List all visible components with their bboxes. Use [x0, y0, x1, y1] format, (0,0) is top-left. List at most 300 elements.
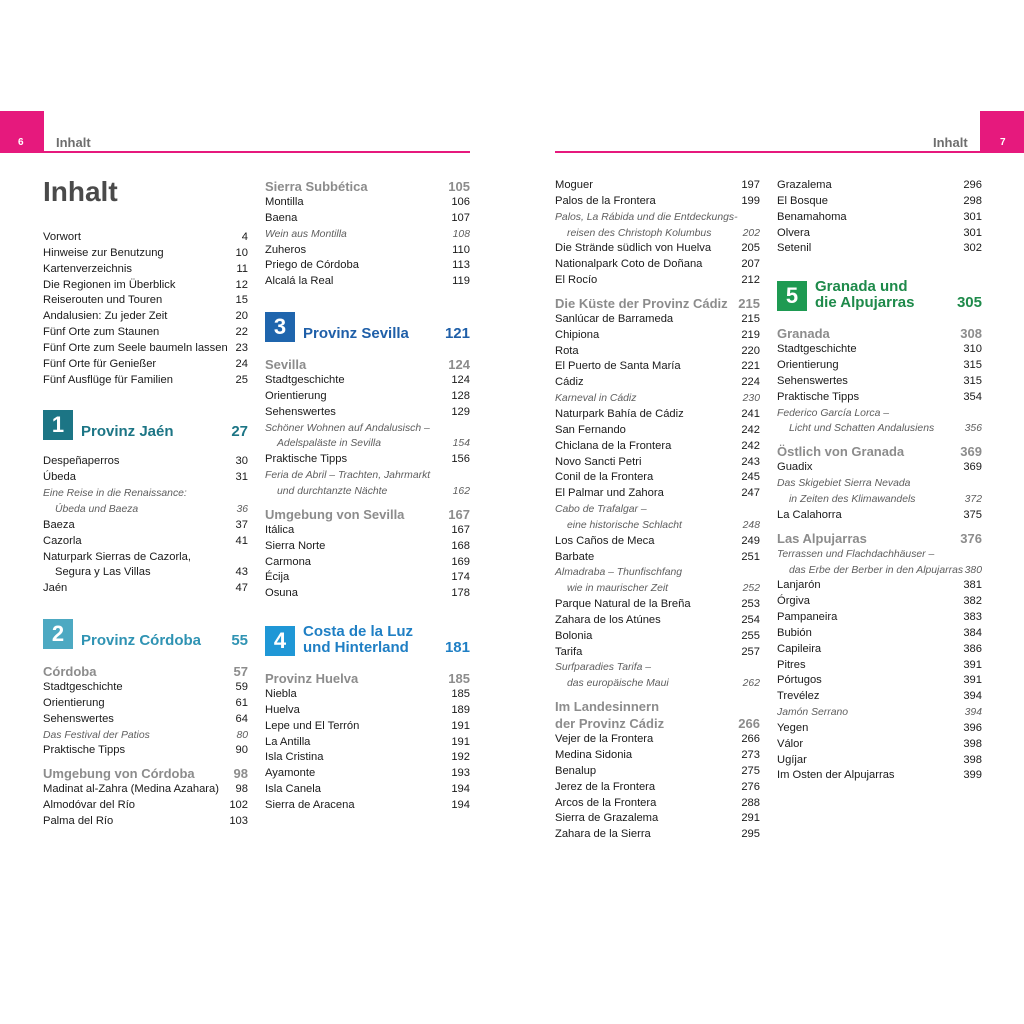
toc-entry-page: 36	[236, 503, 248, 515]
toc-entry	[43, 246, 248, 262]
chapter-number-badge: 1	[43, 410, 73, 440]
toc-entry-title: Karneval in Cádiz	[555, 393, 637, 405]
toc-feature-entry	[777, 492, 982, 508]
toc-entry-page: 168	[451, 539, 470, 552]
toc-entry-title: Úbeda	[43, 471, 76, 484]
toc-feature-entry	[555, 210, 760, 226]
toc-entry	[777, 737, 982, 753]
chapter-title-line: Provinz Sevilla	[303, 325, 409, 343]
chapter-page-number: 55	[231, 632, 248, 650]
toc-entry-page: 391	[963, 658, 982, 671]
toc-entry-page: 273	[741, 749, 760, 761]
toc-entry-title: Bubión	[777, 626, 812, 639]
toc-entry-page: 107	[451, 211, 470, 224]
chapter-page-number: 121	[444, 325, 470, 343]
toc-feature-entry	[265, 484, 470, 500]
toc-entry-page: 24	[235, 357, 248, 370]
toc-entry-title: Arcos de la Frontera	[555, 796, 657, 809]
toc-entry-title: Cazorla	[43, 534, 82, 547]
toc-entry-title: Licht und Schatten Andalusiens	[789, 423, 935, 435]
toc-entry	[43, 454, 248, 470]
toc-entry-page: 266	[738, 716, 760, 732]
toc-entry-title: Baena	[265, 211, 298, 224]
spacer	[777, 257, 982, 276]
toc-section-heading	[555, 715, 760, 732]
chapter-title-group	[43, 619, 201, 649]
toc-entry-page: 167	[448, 506, 470, 522]
toc-entry-title: Palos, La Rábida und die Entdeckungs-	[555, 211, 738, 223]
toc-entry-title: Zahara de los Atúnes	[555, 613, 661, 626]
toc-entry-page: 369	[960, 444, 982, 460]
toc-entry-title: Carmona	[265, 555, 312, 568]
toc-entry	[777, 374, 982, 390]
toc-entry	[555, 439, 760, 455]
toc-entry-title: Yegen	[777, 721, 809, 734]
toc-entry-page: 108	[452, 228, 470, 240]
chapter-page-number: 181	[444, 639, 470, 657]
toc-entry-title: Vorwort	[43, 231, 81, 243]
toc-entry-title: Ayamonte	[265, 767, 316, 780]
toc-entry	[555, 645, 760, 661]
toc-entry-page: 291	[741, 812, 760, 825]
toc-entry-title: Niebla	[265, 688, 297, 701]
toc-entry-title: Ugíjar	[777, 753, 807, 766]
chapter-title	[81, 424, 174, 440]
toc-entry-title: Nationalpark Coto de Doñana	[555, 258, 703, 271]
toc-entry-title: Conil de la Frontera	[555, 471, 654, 484]
toc-entry-title: Capileira	[777, 642, 822, 655]
toc-entry-title: Orientierung	[43, 696, 105, 709]
toc-feature-entry	[555, 676, 760, 692]
toc-entry-page: 386	[963, 642, 982, 655]
chapter-page-number: 27	[231, 423, 248, 441]
toc-entry-page: 178	[451, 587, 470, 600]
toc-entry	[43, 373, 248, 389]
toc-entry-title: Im Osten der Alpujarras	[777, 769, 895, 782]
toc-entry-page: 23	[235, 341, 248, 354]
toc-entry-title: Tarifa	[555, 645, 583, 658]
toc-entry-page: 376	[960, 530, 982, 546]
toc-entry-title: Schöner Wohnen auf Andalusisch –	[265, 422, 430, 434]
toc-entry-title: Benamahoma	[777, 210, 847, 223]
toc-entry	[555, 796, 760, 812]
toc-entry-page: 252	[742, 583, 760, 595]
toc-entry-title: Jerez de la Frontera	[555, 780, 656, 793]
toc-entry-page: 296	[963, 179, 982, 191]
toc-entry-title: das Erbe der Berber in den Alpujarras	[789, 564, 964, 576]
toc-entry-title: Fünf Orte für Genießer	[43, 357, 157, 370]
toc-entry-title: Grazalema	[777, 179, 832, 191]
toc-entry	[555, 597, 760, 613]
toc-entry-page: 249	[741, 534, 760, 547]
toc-feature-entry	[43, 486, 248, 502]
toc-entry	[265, 782, 470, 798]
chapter-title-line: Provinz Jaén	[81, 423, 174, 441]
toc-section-heading	[555, 295, 760, 312]
toc-entry	[43, 798, 248, 814]
toc-entry-title: Die Küste der Provinz Cádiz	[555, 295, 728, 311]
toc-entry-title: Medina Sidonia	[555, 749, 633, 761]
toc-entry-page: 308	[960, 326, 982, 342]
toc-section-heading	[43, 663, 248, 680]
toc-entry-page: 298	[963, 194, 982, 207]
toc-entry	[555, 748, 760, 764]
toc-entry-page: 156	[451, 453, 470, 466]
toc-feature-entry	[777, 705, 982, 721]
toc-entry	[43, 325, 248, 341]
chapter-title-line: die Alpujarras	[815, 294, 915, 312]
toc-entry	[43, 680, 248, 696]
toc-entry	[265, 687, 470, 703]
toc-entry-title: Madinat al-Zahra (Medina Azahara)	[43, 783, 219, 796]
chapter-number-badge: 5	[777, 281, 807, 311]
toc-entry-title: reisen des Christoph Kolumbus	[567, 227, 712, 239]
toc-entry-title: in Zeiten des Klimawandels	[789, 493, 916, 505]
toc-feature-entry	[777, 476, 982, 492]
toc-entry-title: Jaén	[43, 582, 68, 595]
toc-feature-entry	[555, 581, 760, 597]
toc-section-heading	[265, 670, 470, 687]
toc-entry-page: 197	[741, 179, 760, 191]
toc-entry	[265, 586, 470, 602]
toc-entry	[777, 210, 982, 226]
toc-entry-page: 221	[741, 360, 760, 373]
toc-entry	[43, 341, 248, 357]
chapter-number-badge: 2	[43, 619, 73, 649]
toc-entry-page: 191	[451, 735, 470, 748]
toc-entry-page: 37	[235, 518, 248, 531]
toc-entry-page: 212	[741, 274, 760, 287]
toc-entry-title: El Bosque	[777, 194, 828, 207]
toc-entry-page: 193	[451, 767, 470, 780]
toc-entry-title: Orientierung	[777, 359, 839, 372]
toc-entry-page: 207	[741, 258, 760, 271]
toc-entry	[777, 768, 982, 784]
toc-entry-title: Die Regionen im Überblick	[43, 278, 176, 291]
toc-entry-page: 301	[963, 210, 982, 223]
toc-entry-title: Das Skigebiet Sierra Nevada	[777, 478, 911, 490]
toc-entry-title: Sehenswertes	[265, 405, 336, 418]
toc-entry-page: 124	[451, 374, 470, 387]
toc-entry-page: 302	[963, 242, 982, 255]
toc-entry-page: 391	[963, 674, 982, 687]
toc-entry-title: Wein aus Montilla	[265, 228, 347, 240]
toc-entry-page: 162	[452, 485, 470, 497]
toc-section-heading	[265, 356, 470, 373]
toc-entry-page: 12	[235, 278, 248, 291]
chapter-title-line: Granada und	[815, 278, 908, 296]
toc-entry	[265, 243, 470, 259]
spacer	[265, 602, 470, 621]
toc-column-3	[555, 178, 760, 843]
toc-entry	[555, 827, 760, 843]
toc-entry-page: 301	[963, 226, 982, 239]
toc-entry-title: Palma del Río	[43, 814, 114, 827]
toc-entry-title: El Puerto de Santa María	[555, 360, 681, 373]
chapter-number-badge: 4	[265, 626, 295, 656]
toc-entry	[555, 328, 760, 344]
toc-entry-page: 384	[963, 626, 982, 639]
toc-entry-title: Novo Sancti Petri	[555, 455, 642, 468]
toc-entry-page: 102	[229, 799, 248, 812]
toc-entry-title: Federico García Lorca –	[777, 407, 890, 419]
toc-entry-page: 189	[451, 703, 470, 716]
toc-entry-title: Parque Natural de la Breña	[555, 598, 691, 611]
toc-entry	[555, 241, 760, 257]
toc-entry-page: 103	[229, 814, 248, 827]
toc-feature-entry	[777, 563, 982, 579]
toc-entry-page: 110	[452, 243, 470, 256]
right-page-number-tab	[980, 111, 1024, 152]
toc-entry-title: Sehenswertes	[777, 374, 848, 387]
toc-entry-title: Válor	[777, 737, 804, 750]
toc-entry-page: 191	[451, 719, 470, 732]
toc-entry-page: 113	[452, 259, 470, 272]
toc-entry-title: eine historische Schlacht	[567, 519, 682, 531]
toc-entry-title: Almodóvar del Río	[43, 799, 136, 812]
toc-entry-title: Benalup	[555, 764, 597, 777]
toc-entry-page: 243	[741, 455, 760, 468]
toc-entry-page: 276	[741, 780, 760, 793]
toc-entry-page: 90	[235, 744, 248, 757]
toc-feature-entry	[265, 421, 470, 437]
toc-section-heading	[777, 530, 982, 547]
toc-entry-page: 315	[963, 359, 982, 372]
toc-entry-title: Sierra Norte	[265, 539, 326, 552]
toc-entry-title: Adelspaläste in Sevilla	[277, 438, 381, 450]
toc-entry-page: 230	[742, 393, 760, 405]
toc-entry-page: 372	[964, 493, 982, 505]
toc-entry-title: der Provinz Cádiz	[555, 716, 665, 732]
toc-entry-page: 128	[451, 389, 470, 402]
toc-entry-page: 266	[741, 733, 760, 746]
toc-entry	[265, 452, 470, 468]
toc-entry-page: 167	[451, 523, 470, 536]
left-page-number-tab	[0, 111, 44, 152]
toc-entry-page: 64	[235, 712, 248, 725]
toc-entry	[555, 613, 760, 629]
toc-entry-title: Terrassen und Flachdachhäuser –	[777, 548, 935, 560]
toc-entry-title: Praktische Tipps	[777, 390, 860, 403]
toc-entry	[265, 539, 470, 555]
toc-entry-title: Guadix	[777, 461, 813, 474]
toc-entry-title: Andalusien: Zu jeder Zeit	[43, 310, 168, 323]
toc-entry-title: wie in maurischer Zeit	[567, 583, 669, 595]
toc-column-2	[265, 178, 470, 814]
toc-entry	[43, 581, 248, 597]
toc-entry-page: 41	[235, 534, 248, 547]
toc-entry	[43, 262, 248, 278]
toc-entry-title: La Calahorra	[777, 508, 842, 521]
toc-entry	[265, 405, 470, 421]
toc-entry-title: Cádiz	[555, 376, 584, 389]
toc-entry-title: Umgebung von Sevilla	[265, 506, 405, 522]
toc-section-heading	[43, 765, 248, 782]
spacer	[265, 290, 470, 309]
toc-entry-title: San Fernando	[555, 423, 626, 436]
chapter-heading-2	[43, 619, 248, 649]
toc-section-heading	[777, 443, 982, 460]
toc-entry	[777, 342, 982, 358]
chapter-page-number: 305	[956, 294, 982, 312]
toc-entry-page: 106	[451, 196, 470, 208]
toc-entry-title: Despeñaperros	[43, 455, 120, 468]
toc-entry-page: 194	[451, 798, 470, 811]
toc-entry-title: Naturpark Bahía de Cádiz	[555, 407, 684, 420]
toc-entry-title: Granada	[777, 326, 830, 342]
toc-entry-title: Die Strände südlich von Huelva	[555, 242, 712, 255]
toc-entry-title: Kartenverzeichnis	[43, 262, 132, 275]
toc-entry	[777, 753, 982, 769]
toc-entry-title: Palos de la Frontera	[555, 194, 656, 207]
toc-feature-entry	[43, 728, 248, 744]
toc-entry-title: Osuna	[265, 587, 298, 600]
toc-entry-title: Stadtgeschichte	[777, 343, 857, 356]
toc-entry-page: 396	[963, 721, 982, 734]
toc-entry-title: Fünf Ausflüge für Familien	[43, 373, 173, 386]
toc-column-1	[43, 178, 248, 830]
toc-entry	[265, 211, 470, 227]
toc-entry	[555, 470, 760, 486]
toc-entry-title: Cabo de Trafalgar –	[555, 504, 647, 516]
toc-entry-page: 4	[241, 231, 248, 243]
toc-entry-title: Sierra de Grazalema	[555, 812, 659, 825]
chapter-heading-4	[265, 624, 470, 656]
toc-entry	[555, 312, 760, 328]
toc-entry-page: 241	[741, 407, 760, 420]
toc-entry-title: Priego de Córdoba	[265, 259, 359, 272]
toc-entry-page: 275	[741, 764, 760, 777]
chapter-title-group	[43, 410, 174, 440]
toc-entry-page: 356	[964, 423, 982, 435]
page-title: Inhalt	[43, 176, 118, 207]
toc-entry-page: 257	[741, 645, 760, 658]
toc-entry	[555, 194, 760, 210]
toc-entry-title: Sierra Subbética	[265, 179, 368, 194]
toc-feature-entry	[777, 406, 982, 422]
toc-entry	[555, 629, 760, 645]
toc-entry	[43, 782, 248, 798]
toc-entry-page: 185	[448, 671, 470, 687]
toc-entry	[555, 359, 760, 375]
toc-entry-page: 194	[451, 783, 470, 796]
toc-entry	[43, 309, 248, 325]
right-page-number: 7	[1000, 137, 1006, 148]
spacer	[43, 388, 248, 407]
toc-entry	[555, 257, 760, 273]
toc-entry	[265, 274, 470, 290]
toc-entry-title: Praktische Tipps	[265, 453, 348, 466]
toc-entry	[43, 696, 248, 712]
toc-entry-page: 315	[963, 374, 982, 387]
toc-entry-title: Sevilla	[265, 357, 307, 373]
toc-entry-page: 383	[963, 611, 982, 624]
toc-section-heading	[265, 506, 470, 523]
chapter-title	[303, 624, 413, 656]
toc-entry	[43, 814, 248, 830]
toc-entry-title: Stadtgeschichte	[43, 681, 123, 694]
toc-entry	[777, 594, 982, 610]
toc-entry	[555, 811, 760, 827]
toc-entry-title: Chipiona	[555, 328, 600, 341]
toc-entry	[777, 689, 982, 705]
toc-entry-page: 202	[742, 227, 760, 239]
toc-entry	[43, 743, 248, 759]
toc-entry-page: 31	[235, 471, 248, 484]
toc-entry	[265, 719, 470, 735]
toc-entry-page: 11	[236, 262, 248, 275]
toc-entry-page: 15	[235, 294, 248, 307]
toc-entry-title: Barbate	[555, 550, 595, 563]
toc-entry-title: Córdoba	[43, 664, 97, 680]
toc-entry	[555, 732, 760, 748]
toc-entry-page: 382	[963, 595, 982, 608]
toc-entry-page: 98	[235, 783, 248, 796]
toc-entry-page: 22	[235, 326, 248, 339]
toc-entry-title: Das Festival der Patios	[43, 729, 150, 741]
toc-entry-title: Sanlúcar de Barrameda	[555, 312, 674, 325]
chapter-title-line: Costa de la Luz	[303, 623, 414, 641]
toc-entry-page: 124	[448, 357, 470, 373]
toc-entry-title: Montilla	[265, 196, 304, 208]
toc-entry	[777, 358, 982, 374]
toc-entry-title: Sierra de Aracena	[265, 798, 355, 811]
chapter-title-group	[265, 624, 413, 656]
toc-feature-entry	[555, 226, 760, 242]
toc-entry-page: 254	[741, 613, 760, 626]
toc-entry	[43, 534, 248, 550]
toc-entry-page: 169	[451, 555, 470, 568]
chapter-title-line: Provinz Córdoba	[81, 632, 202, 650]
toc-entry-page: 47	[235, 582, 248, 595]
toc-entry-page: 224	[741, 376, 760, 389]
toc-entry-page: 25	[235, 373, 248, 386]
toc-entry-title: Feria de Abril – Trachten, Jahrmarkt	[265, 470, 431, 482]
toc-entry	[43, 293, 248, 309]
left-running-title: Inhalt	[56, 135, 91, 150]
toc-entry-title: Itálica	[265, 523, 295, 536]
toc-entry-page: 61	[235, 696, 248, 709]
toc-entry-page: 119	[452, 275, 470, 288]
toc-entry	[555, 273, 760, 289]
toc-entry	[555, 550, 760, 566]
toc-entry-title: Vejer de la Frontera	[555, 733, 654, 746]
toc-entry	[777, 578, 982, 594]
toc-entry-page: 242	[741, 439, 760, 452]
toc-entry-title: Sehenswertes	[43, 712, 114, 725]
toc-entry-title: El Rocío	[555, 274, 598, 287]
toc-entry	[43, 470, 248, 486]
toc-entry-page: 242	[741, 423, 760, 436]
toc-entry	[265, 389, 470, 405]
toc-entry-title: Baeza	[43, 518, 75, 531]
toc-entry-title: Praktische Tipps	[43, 744, 126, 757]
toc-entry-title: und durchtanzte Nächte	[277, 485, 388, 497]
toc-entry	[555, 344, 760, 360]
toc-entry-title: Órgiva	[777, 595, 810, 608]
toc-entry-title: Rota	[555, 344, 579, 357]
toc-entry-page: 251	[741, 550, 760, 563]
toc-entry	[555, 780, 760, 796]
toc-column-4	[777, 178, 982, 784]
toc-entry	[777, 658, 982, 674]
toc-section-heading	[265, 178, 470, 195]
toc-entry	[43, 712, 248, 728]
toc-entry-page: 20	[235, 310, 248, 323]
toc-entry-title: Lepe und El Terrón	[265, 719, 360, 732]
chapter-number-badge: 3	[265, 312, 295, 342]
toc-entry-title: Hinweise zur Benutzung	[43, 246, 164, 259]
